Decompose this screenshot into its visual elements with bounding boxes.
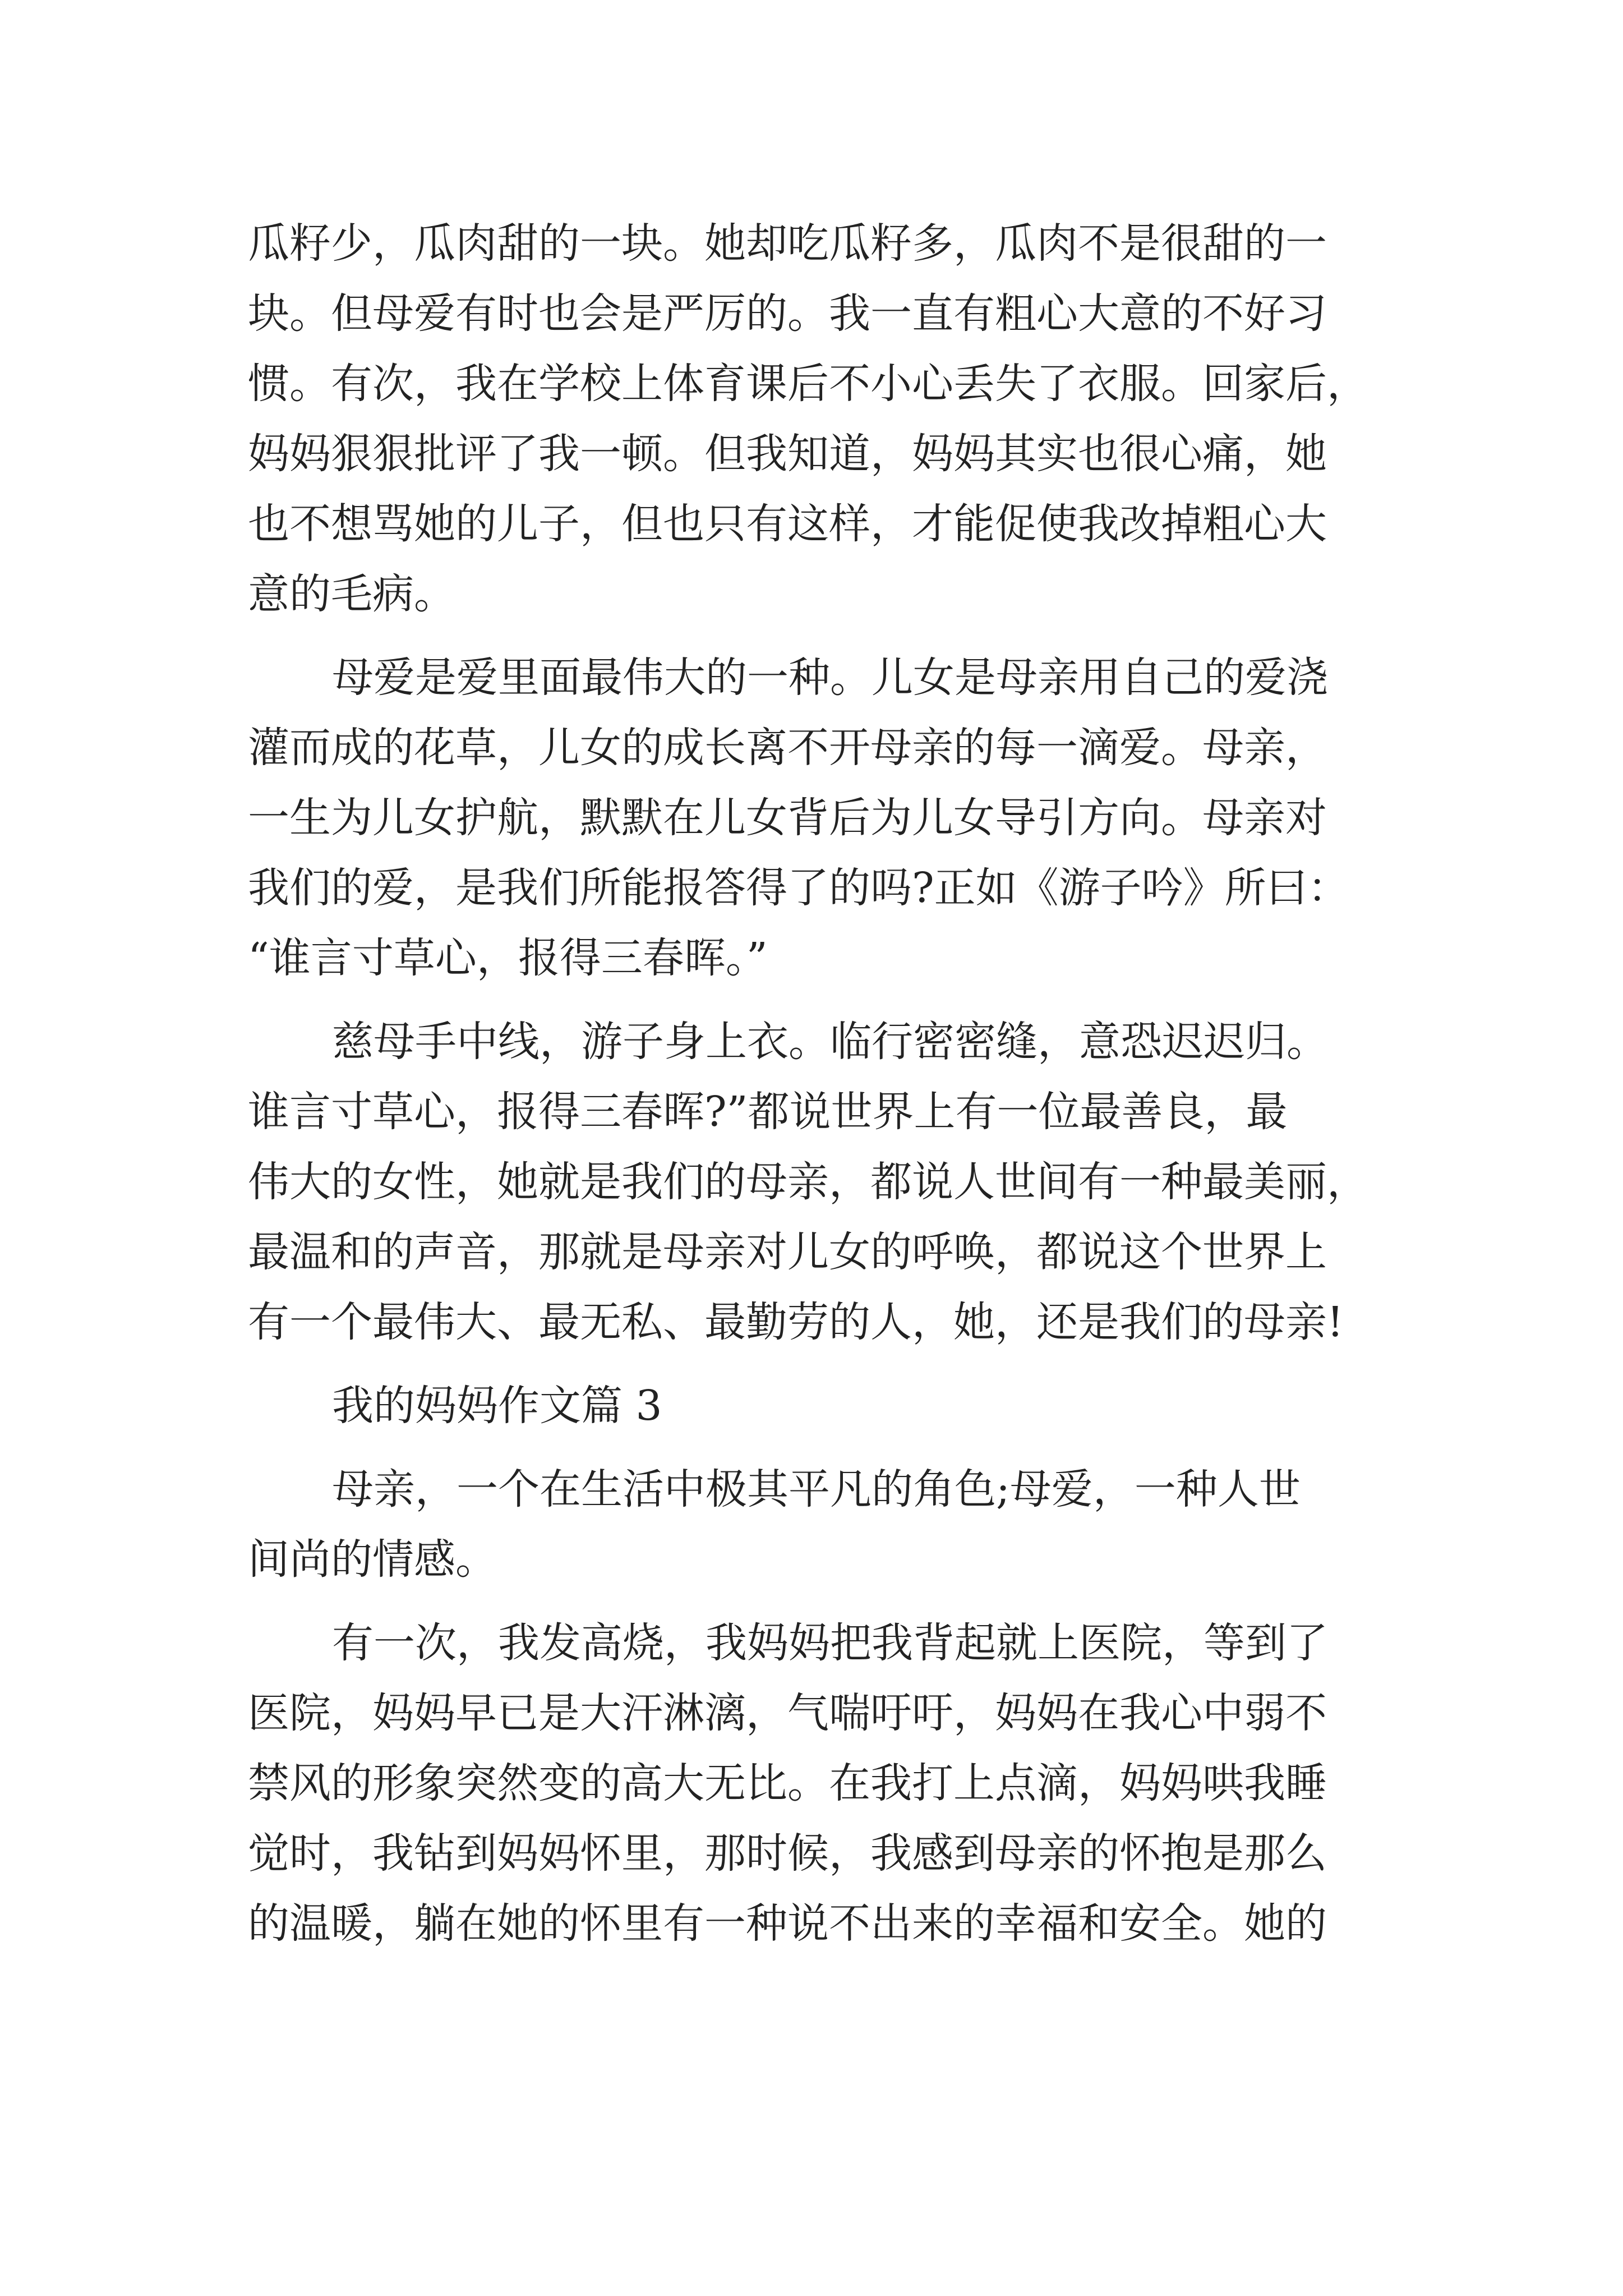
text-line: 一生为儿女护航，默默在儿女背后为儿女导引方向。母亲对 xyxy=(248,794,1327,842)
text-line: 谁言寸草心，报得三春晖?”都说世界上有一位最善良，最 xyxy=(248,1088,1288,1136)
text-line: 也不想骂她的儿子，但也只有这样，才能促使我改掉粗心大 xyxy=(248,500,1327,548)
text-line: 我们的爱，是我们所能报答得了的吗?正如《游子吟》所曰： xyxy=(248,864,1349,912)
text-line: 块。但母爱有时也会是严厉的。我一直有粗心大意的不好习 xyxy=(248,289,1327,338)
text-line: 瓜籽少，瓜肉甜的一块。她却吃瓜籽多，瓜肉不是很甜的一 xyxy=(248,219,1327,268)
text-line: 的温暖，躺在她的怀里有一种说不出来的幸福和安全。她的 xyxy=(248,1899,1327,1948)
text-line: 伟大的女性，她就是我们的母亲，都说人世间有一种最美丽， xyxy=(248,1158,1368,1206)
paragraph-start-line: 母亲，一个在生活中极其平凡的角色;母爱，一种人世 xyxy=(332,1465,1301,1513)
section-heading: 我的妈妈作文篇 3 xyxy=(332,1382,662,1430)
text-line: 灌而成的花草，儿女的成长离不开母亲的每一滴爱。母亲， xyxy=(248,724,1327,772)
text-line: 最温和的声音，那就是母亲对儿女的呼唤，都说这个世界上 xyxy=(248,1228,1327,1276)
essay-body xyxy=(248,209,1426,1959)
text-line: 禁风的形象突然变的高大无比。在我打上点滴，妈妈哄我睡 xyxy=(248,1759,1327,1807)
text-line: 妈妈狠狠批评了我一顿。但我知道，妈妈其实也很心痛，她 xyxy=(248,430,1327,478)
paragraph-start-line: 慈母手中线，游子身上衣。临行密密缝，意恐迟迟归。 xyxy=(332,1018,1328,1066)
text-line: 有一个最伟大、最无私、最勤劳的人，她，还是我们的母亲! xyxy=(248,1298,1344,1346)
text-line: 觉时，我钻到妈妈怀里，那时候，我感到母亲的怀抱是那么 xyxy=(248,1829,1327,1878)
paragraph-start-line: 有一次，我发高烧，我妈妈把我背起就上医院，等到了 xyxy=(332,1619,1328,1667)
text-line: 惯。有次，我在学校上体育课后不小心丢失了衣服。回家后， xyxy=(248,360,1368,408)
text-line: “谁言寸草心，报得三春晖。” xyxy=(248,934,768,982)
text-line: 医院，妈妈早已是大汗淋漓，气喘吁吁，妈妈在我心中弱不 xyxy=(248,1689,1327,1737)
text-line: 意的毛病。 xyxy=(248,570,455,618)
paragraph-start-line: 母爱是爱里面最伟大的一种。儿女是母亲用自己的爱浇 xyxy=(332,654,1328,702)
text-line: 间尚的情感。 xyxy=(248,1535,497,1584)
